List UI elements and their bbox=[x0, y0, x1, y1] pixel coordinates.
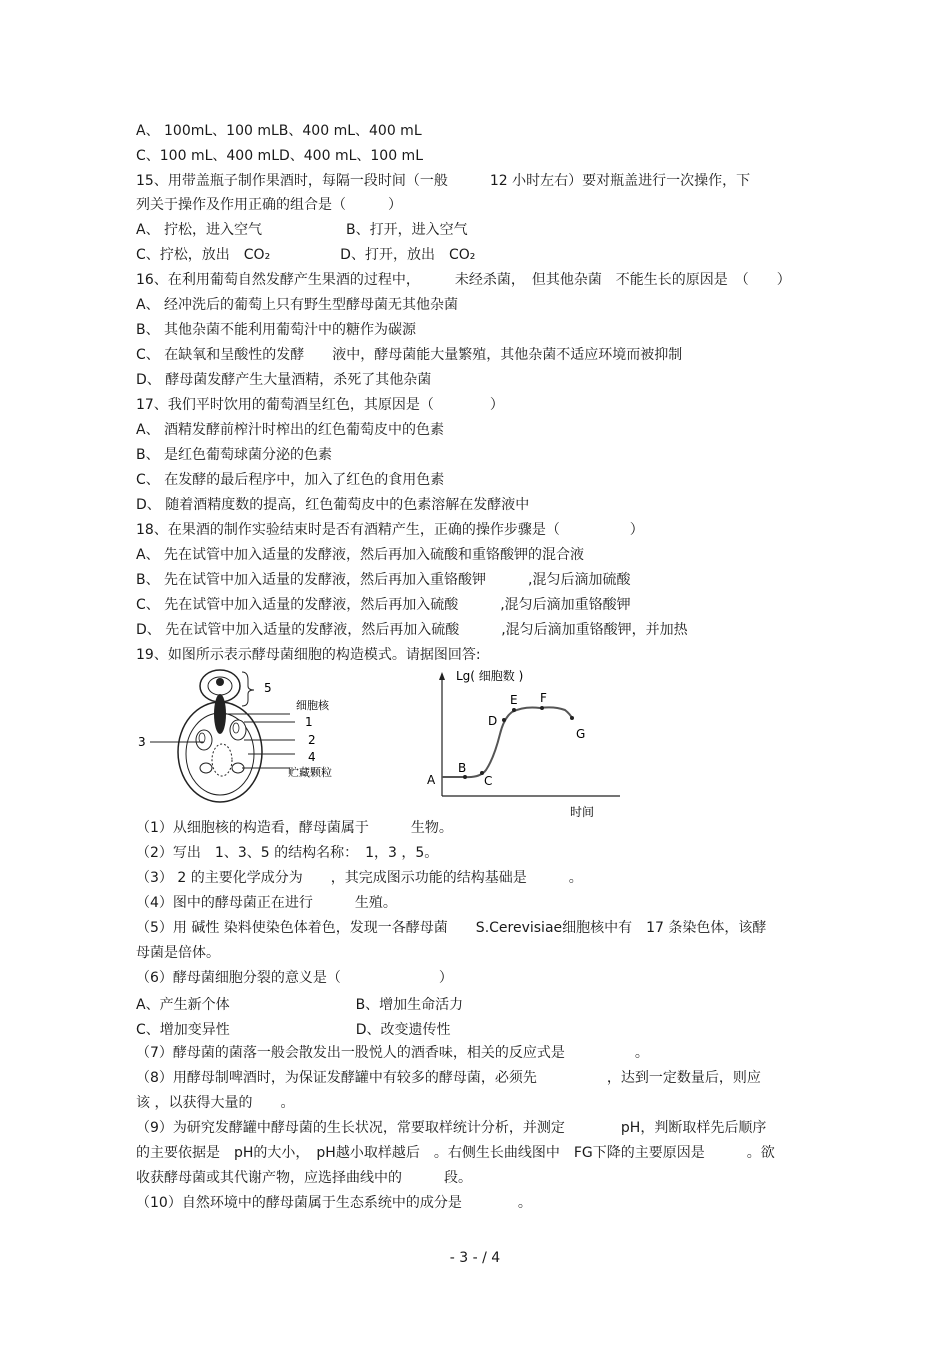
text-line: （7）酵母菌的菌落一般会散发出一股悦人的酒香味，相关的反应式是 。 bbox=[136, 1045, 649, 1061]
text-line: （2）写出 1、3、5 的结构名称： 1，3 ，5。 bbox=[136, 845, 439, 861]
text-line: A、产生新个体 B、增加生命活力 bbox=[136, 997, 464, 1013]
curve-xlabel: 时间 bbox=[570, 805, 595, 819]
text-line: （3） 2 的主要化学成分为 ，其完成图示功能的结构基础是 。 bbox=[136, 870, 583, 886]
point-G: G bbox=[576, 727, 586, 741]
text-line: C、 在缺氧和呈酸性的发酵 液中，酵母菌能大量繁殖，其他杂菌不适应环境而被抑制 bbox=[136, 347, 683, 363]
text-line: C、拧松，放出 CO₂ D、打开，放出 CO₂ bbox=[136, 247, 476, 263]
text-line: C、 在发酵的最后程序中，加入了红色的食用色素 bbox=[136, 472, 445, 488]
text-line: C、100 mL、400 mLD、400 mL、100 mL bbox=[136, 148, 423, 164]
label-3: 3 bbox=[138, 735, 146, 749]
text-line: A、 拧松，进入空气 B、打开，进入空气 bbox=[136, 222, 468, 238]
label-nucleus: 细胞核 bbox=[296, 699, 329, 712]
text-line: 的主要依据是 pH的大小， pH越小取样越后 。右侧生长曲线图中 FG下降的主要原因是 。欲 bbox=[136, 1145, 775, 1161]
text-line: A、 酒精发酵前榨汁时榨出的红色葡萄皮中的色素 bbox=[136, 422, 445, 438]
label-2: 2 bbox=[308, 733, 316, 747]
text-line: C、增加变异性 D、改变遗传性 bbox=[136, 1022, 451, 1038]
text-line: A、 经冲洗后的葡萄上只有野生型酵母菌无其他杂菌 bbox=[136, 297, 459, 313]
label-1: 1 bbox=[305, 715, 313, 729]
text-line: A、 先在试管中加入适量的发酵液，然后再加入硫酸和重铬酸钾的混合液 bbox=[136, 547, 585, 563]
text-line: B、 先在试管中加入适量的发酵液，然后再加入重铬酸钾 ,混匀后滴加硫酸 bbox=[136, 572, 631, 588]
point-A: A bbox=[427, 773, 436, 787]
page-number: - 3 - / 4 bbox=[449, 1250, 501, 1266]
text-line: 列关于操作及作用正确的组合是（ ） bbox=[136, 197, 402, 213]
text-line: 15、用带盖瓶子制作果酒时，每隔一段时间（一般 12 小时左右）要对瓶盖进行一次操作，下 bbox=[136, 173, 751, 189]
text-line: 17、我们平时饮用的葡萄酒呈红色，其原因是（ ） bbox=[136, 397, 504, 413]
text-line: （1）从细胞核的构造看，酵母菌属于 生物。 bbox=[136, 820, 453, 836]
yeast-cell-diagram bbox=[130, 664, 370, 824]
text-line: （6）酵母菌细胞分裂的意义是（ ） bbox=[136, 970, 453, 986]
text-line: 19、如图所示表示酵母菌细胞的构造模式。请据图回答: bbox=[136, 647, 481, 663]
point-F: F bbox=[540, 691, 547, 705]
point-B: B bbox=[458, 761, 467, 775]
label-5: 5 bbox=[264, 681, 272, 695]
text-line: D、 随着酒精度数的提高，红色葡萄皮中的色素溶解在发酵液中 bbox=[136, 497, 530, 513]
point-C: C bbox=[484, 774, 493, 788]
text-line: 16、在利用葡萄自然发酵产生果酒的过程中， 未经杀菌， 但其他杂菌 不能生长的原因是 （ ） bbox=[136, 272, 791, 288]
text-line: （4）图中的酵母菌正在进行 生殖。 bbox=[136, 895, 397, 911]
text-line: 母菌是倍体。 bbox=[136, 945, 220, 961]
text-line: D、 先在试管中加入适量的发酵液，然后再加入硫酸 ,混匀后滴加重铬酸钾，并加热 bbox=[136, 622, 688, 638]
yeast-figure bbox=[130, 664, 630, 824]
text-line: （10）自然环境中的酵母菌属于生态系统中的成分是 。 bbox=[136, 1195, 532, 1211]
text-line: B、 其他杂菌不能利用葡萄汁中的糖作为碳源 bbox=[136, 322, 417, 338]
label-storage-granule: 贮藏颗粒 bbox=[288, 766, 332, 779]
label-4: 4 bbox=[308, 750, 316, 764]
text-line: A、 100mL、100 mLB、400 mL、400 mL bbox=[136, 123, 422, 139]
text-line: 收获酵母菌或其代谢产物，应选择曲线中的 段。 bbox=[136, 1170, 472, 1186]
text-line: （5）用 碱性 染料使染色体着色，发现一各酵母菌 S.Cerevisiae细胞核中有 17 条染色体，该酵 bbox=[136, 920, 767, 936]
text-line: B、 是红色葡萄球菌分泌的色素 bbox=[136, 447, 333, 463]
curve-ylabel: Lg( 细胞数 ) bbox=[456, 669, 524, 683]
point-D: D bbox=[488, 714, 498, 728]
text-line: （8）用酵母制啤酒时，为保证发酵罐中有较多的酵母菌，必须先 ，达到一定数量后，则应 bbox=[136, 1070, 761, 1086]
growth-curve bbox=[420, 664, 630, 824]
text-line: D、 酵母菌发酵产生大量酒精，杀死了其他杂菌 bbox=[136, 372, 432, 388]
text-line: 该 ，以获得大量的 。 bbox=[136, 1095, 295, 1111]
point-E: E bbox=[510, 693, 518, 707]
text-line: （9）为研究发酵罐中酵母菌的生长状况，常要取样统计分析，并测定 pH，判断取样先后顺序 bbox=[136, 1120, 767, 1136]
text-line: 18、在果酒的制作实验结束时是否有酒精产生，正确的操作步骤是（ ） bbox=[136, 522, 644, 538]
text-line: C、 先在试管中加入适量的发酵液，然后再加入硫酸 ,混匀后滴加重铬酸钾 bbox=[136, 597, 631, 613]
